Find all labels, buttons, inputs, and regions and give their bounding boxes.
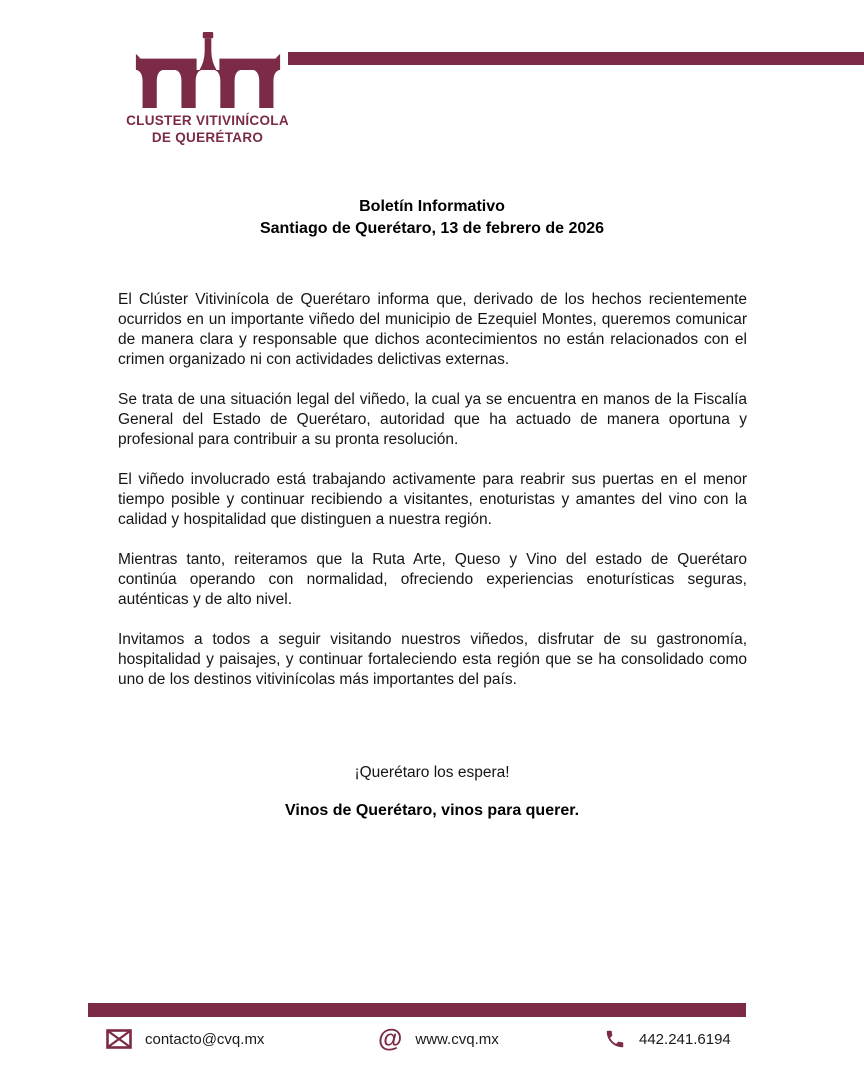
logo-text-line1: CLUSTER VITIVINÍCOLA <box>126 113 289 128</box>
logo-text-line2: DE QUERÉTARO <box>151 130 264 145</box>
paragraph-2: Se trata de una situación legal del viñedo, la cual ya se encuentra en manos de la Fiscalía General del Estado de Querétaro, autoridad que ha actuado de manera oportuna y profesional para contribuir a su pronta resolución. <box>118 391 747 448</box>
title-line2: Santiago de Querétaro, 13 de febrero de 2026 <box>259 220 605 237</box>
footer-phone <box>604 1026 731 1052</box>
at-icon: @ <box>378 1025 403 1053</box>
closing-line: ¡Querétaro los espera! <box>354 764 510 781</box>
footer-email-text: contacto@cvq.mx <box>145 1030 265 1048</box>
logo <box>100 28 315 146</box>
footer-email <box>106 1026 264 1052</box>
footer-phone-text: 442.241.6194 <box>639 1030 731 1048</box>
paragraph-4: Mientras tanto, reiteramos que la Ruta Arte, Queso y Vino del estado de Querétaro continúa operando con normalidad, ofreciendo experiencias enoturísticas seguras, auténticas y de alto nivel. <box>118 551 747 608</box>
paragraph-1: El Clúster Vitivinícola de Querétaro informa que, derivado de los hechos recientemente ocurridos en un importante viñedo del municipio de Ezequiel Montes, queremos comunicar de manera clara y responsable que dichos acontecimientos no están relacionados con el crimen organizado ni con actividades delictivas externas. <box>118 291 747 368</box>
envelope-icon <box>106 1029 132 1049</box>
document-title <box>0 196 864 240</box>
paragraph-5: Invitamos a todos a seguir visitando nuestros viñedos, disfrutar de su gastronomía, hospitalidad y paisajes, y continuar fortaleciendo esta región que se ha consolidado como uno de los destinos vitivinícolas más importantes del país. <box>118 631 747 688</box>
paragraph-3: El viñedo involucrado está trabajando activamente para reabrir sus puertas en el menor tiempo posible y continuar recibiendo a visitantes, enoturistas y amantes del vino con la calidad y hospitalidad que distinguen a nuestra región. <box>118 471 747 528</box>
title-line1: Boletín Informativo <box>359 198 505 215</box>
body-text <box>118 290 747 710</box>
footer-website <box>378 1026 499 1052</box>
phone-icon <box>604 1028 626 1050</box>
footer-website-text: www.cvq.mx <box>415 1030 499 1048</box>
aqueduct-wine-bottle-icon <box>134 28 282 112</box>
footer-rule <box>88 1003 746 1017</box>
slogan-line: Vinos de Querétaro, vinos para querer. <box>284 802 580 819</box>
header-rule <box>288 52 864 65</box>
